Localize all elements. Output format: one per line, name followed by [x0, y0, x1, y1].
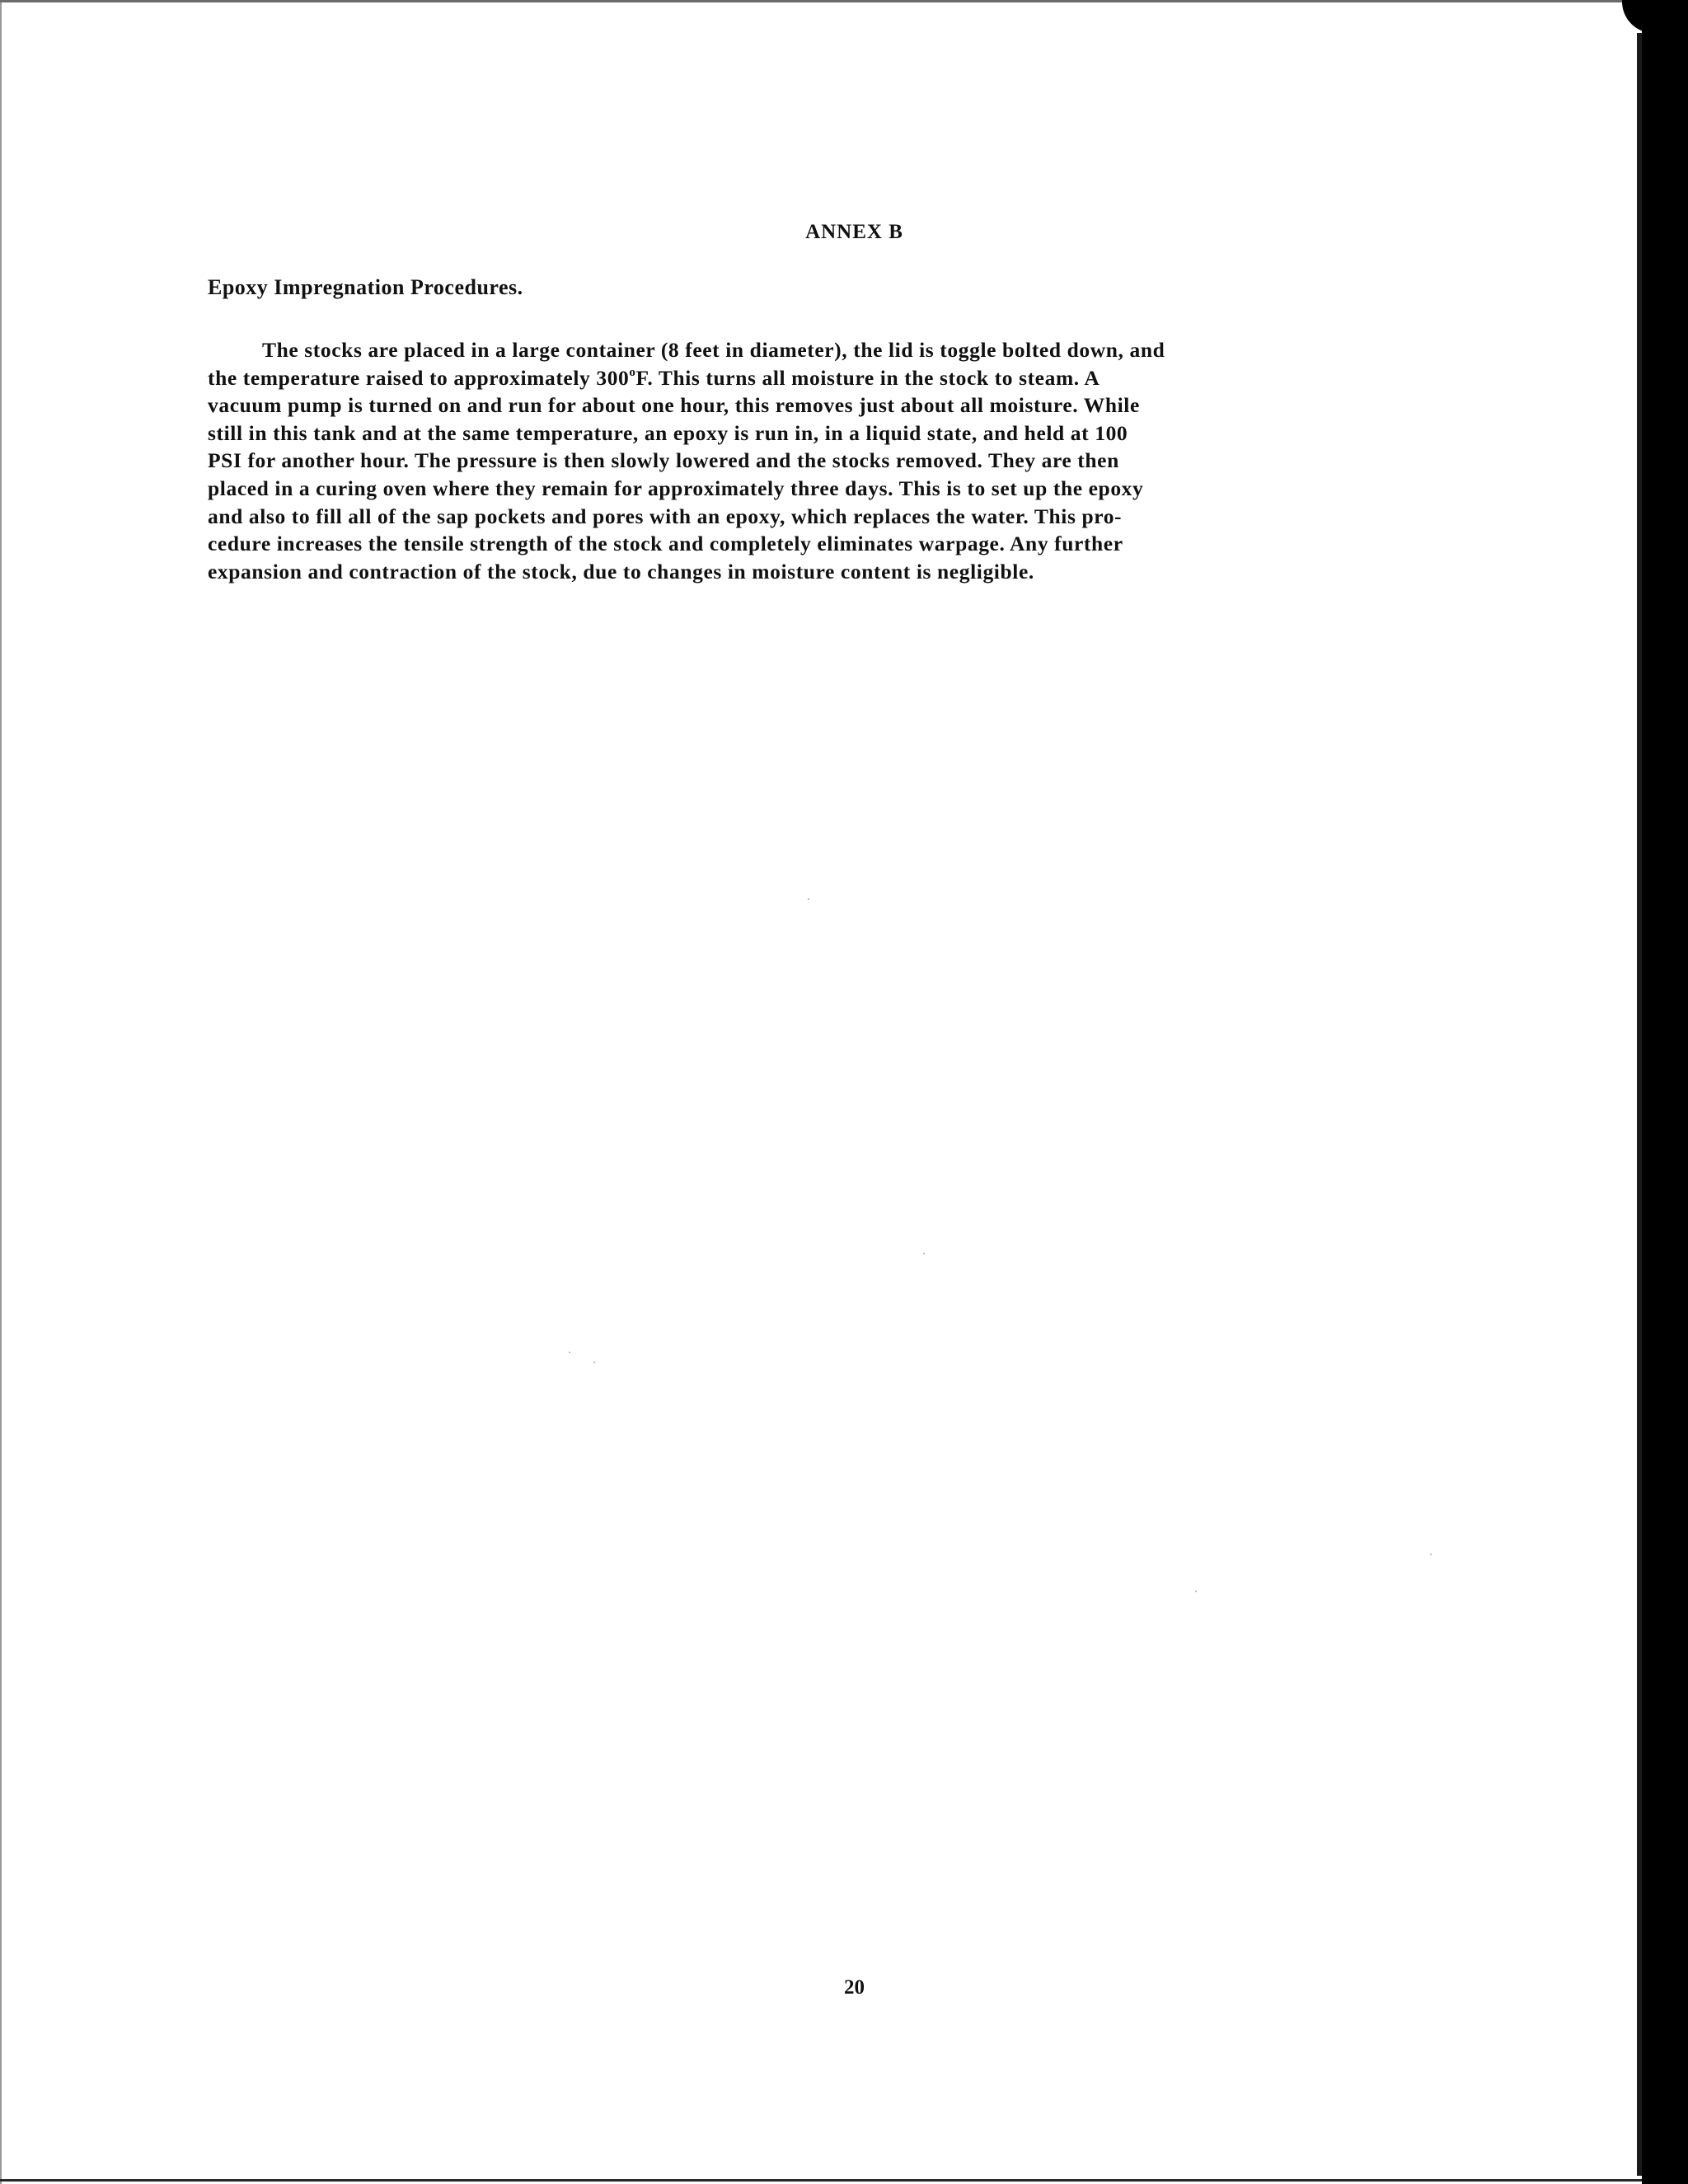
- scan-edge-corner: [1622, 0, 1655, 33]
- paragraph-line: PSI for another hour. The pressure is then slowly lowered and the stocks removed. They are then: [208, 448, 1119, 473]
- paragraph-line: still in this tank and at the same temperature, an epoxy is run in, in a liquid state, and held at 100: [208, 420, 1128, 445]
- scan-edge-left: [0, 0, 2, 2184]
- scan-speck: [1195, 1591, 1197, 1592]
- scan-speck: [808, 898, 809, 900]
- scan-edge-top: [0, 0, 1657, 2]
- scan-speck: [1430, 1554, 1432, 1555]
- paragraph-line-text: the temperature raised to approximately 300: [208, 365, 630, 390]
- body-paragraph: [208, 336, 1477, 585]
- scan-edge-bottom: [0, 2179, 1657, 2182]
- scan-speck: [923, 1253, 925, 1254]
- annex-heading: ANNEX B: [805, 221, 903, 243]
- degree-symbol: o: [629, 365, 636, 379]
- paragraph-line: expansion and contraction of the stock, due to changes in moisture content is negligible.: [208, 559, 1034, 583]
- scan-speck: [569, 1352, 570, 1353]
- scan-speck: [593, 1361, 595, 1363]
- section-title: Epoxy Impregnation Procedures.: [208, 275, 523, 299]
- scan-edge-right: [1642, 0, 1688, 2184]
- paragraph-line: and also to fill all of the sap pockets and pores with an epoxy, which replaces the water. This pro-: [208, 504, 1123, 528]
- paragraph-line: [208, 364, 1477, 392]
- paragraph-line: The stocks are placed in a large container (8 feet in diameter), the lid is toggle bolted down, and: [262, 338, 1165, 362]
- paragraph-line: cedure increases the tensile strength of the stock and completely eliminates warpage. Any further: [208, 532, 1123, 556]
- paragraph-line: vacuum pump is turned on and run for about one hour, this removes just about all moisture. While: [208, 393, 1140, 418]
- paragraph-line-text: F. This turns all moisture in the stock to steam. A: [635, 365, 1100, 390]
- paragraph-line: placed in a curing oven where they remain for approximately three days. This is to set up the epoxy: [208, 476, 1144, 500]
- page-number: 20: [844, 1976, 865, 1999]
